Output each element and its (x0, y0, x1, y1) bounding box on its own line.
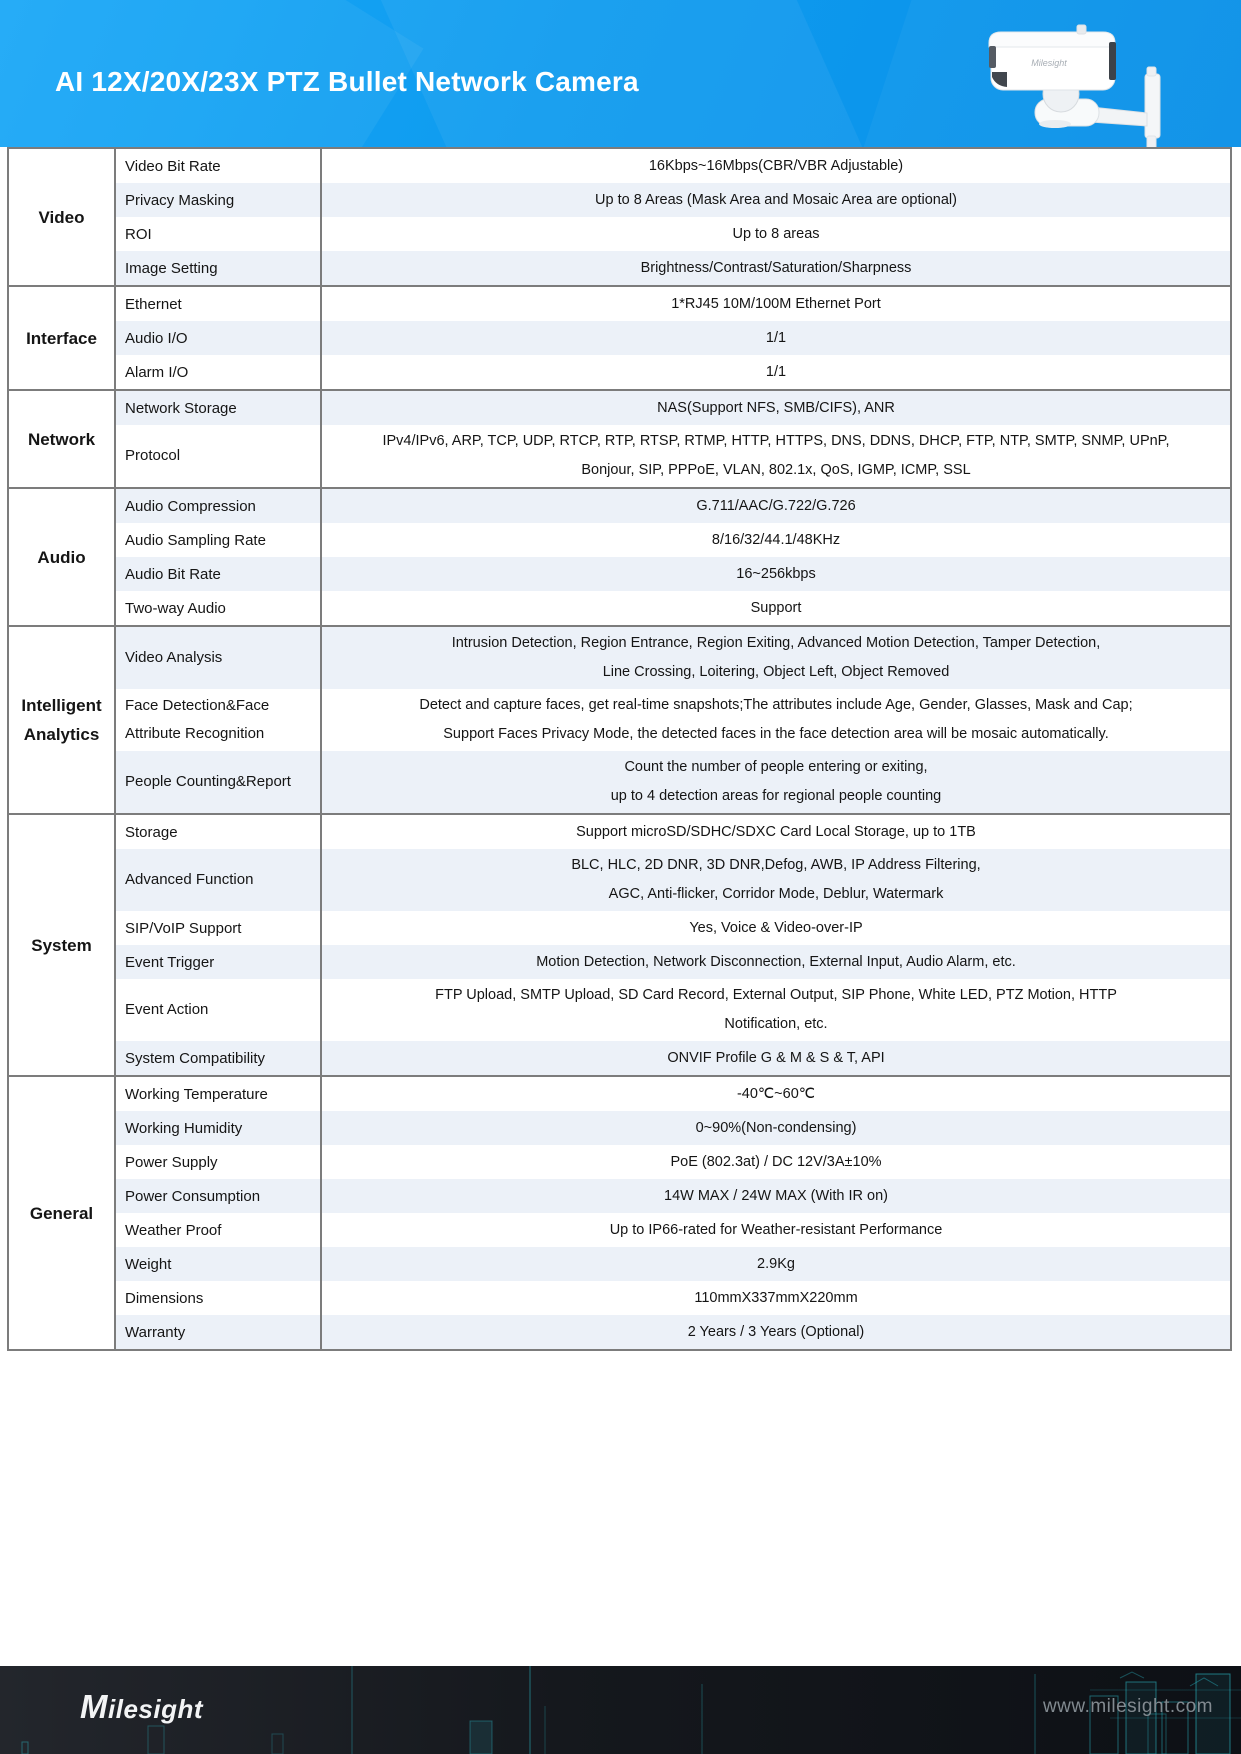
spec-value: Support (750, 599, 802, 616)
spec-row-system-compatibility (116, 1041, 1230, 1075)
spec-rows-system (116, 815, 1230, 1075)
spec-value: 0~90%(Non-condensing) (695, 1119, 857, 1136)
milesight-logo (80, 1688, 203, 1726)
spec-label: Advanced Function (116, 849, 322, 911)
spec-section-interface (9, 285, 1230, 389)
spec-label: Audio Compression (116, 489, 322, 523)
spec-section-general (9, 1075, 1230, 1349)
spec-section-audio (9, 487, 1230, 625)
spec-row-privacy-masking (116, 183, 1230, 217)
spec-row-people-counting-report (116, 751, 1230, 813)
spec-row-warranty (116, 1315, 1230, 1349)
spec-value: Count the number of people entering or exiting, up to 4 detection areas for regional people counting (610, 759, 942, 804)
spec-label: Power Consumption (116, 1179, 322, 1213)
spec-label: Image Setting (116, 251, 322, 285)
spec-label: Alarm I/O (116, 355, 322, 389)
spec-row-two-way-audio (116, 591, 1230, 625)
category-cell-intelligent-analytics: Intelligent Analytics (9, 627, 116, 813)
spec-row-power-consumption (116, 1179, 1230, 1213)
spec-label: Dimensions (116, 1281, 322, 1315)
spec-label: Weather Proof (116, 1213, 322, 1247)
spec-table (7, 147, 1232, 1351)
category-cell-system: System (9, 815, 116, 1075)
spec-value: FTP Upload, SMTP Upload, SD Card Record, External Output, SIP Phone, White LED, PTZ Motion, HTTP Notification, etc. (435, 987, 1117, 1032)
spec-label: Warranty (116, 1315, 322, 1349)
spec-row-storage (116, 815, 1230, 849)
spec-value: -40℃~60℃ (736, 1085, 816, 1102)
spec-label: Face Detection&Face Attribute Recognition (116, 689, 322, 751)
footer (0, 1666, 1241, 1754)
spec-row-audio-sampling-rate (116, 523, 1230, 557)
spec-value: Detect and capture faces, get real-time snapshots;The attributes include Age, Gender, Glasses, Mask and Cap; Support Faces Privacy Mode, the detected faces in the face detection area will be mosaic automatically. (419, 697, 1133, 742)
spec-value: Yes, Voice & Video-over-IP (689, 919, 863, 936)
category-cell-audio: Audio (9, 489, 116, 625)
spec-section-video (9, 149, 1230, 285)
spec-label: Event Action (116, 979, 322, 1041)
spec-row-video-analysis (116, 627, 1230, 689)
spec-label: Privacy Masking (116, 183, 322, 217)
spec-value: 2 Years / 3 Years (Optional) (687, 1323, 865, 1340)
spec-label: Event Trigger (116, 945, 322, 979)
spec-row-protocol (116, 425, 1230, 487)
spec-value: Support microSD/SDHC/SDXC Card Local Storage, up to 1TB (576, 823, 976, 840)
camera-body-logo: Milesight (1031, 58, 1067, 68)
spec-label: Storage (116, 815, 322, 849)
spec-row-audio-bit-rate (116, 557, 1230, 591)
spec-label: People Counting&Report (116, 751, 322, 813)
spec-value: Motion Detection, Network Disconnection, External Input, Audio Alarm, etc. (536, 953, 1016, 970)
spec-label: Power Supply (116, 1145, 322, 1179)
spec-label: Weight (116, 1247, 322, 1281)
spec-label: Two-way Audio (116, 591, 322, 625)
spec-label: Protocol (116, 425, 322, 487)
spec-rows-network (116, 391, 1230, 487)
spec-value: 1/1 (765, 329, 787, 346)
spec-value: 2.9Kg (757, 1255, 795, 1272)
spec-label: Network Storage (116, 391, 322, 425)
spec-value: G.711/AAC/G.722/G.726 (696, 497, 856, 514)
spec-section-network (9, 389, 1230, 487)
spec-row-weight (116, 1247, 1230, 1281)
spec-row-audio-compression (116, 489, 1230, 523)
spec-value: IPv4/IPv6, ARP, TCP, UDP, RTCP, RTP, RTSP, RTMP, HTTP, HTTPS, DNS, DDNS, DHCP, FTP, NTP, SMTP, SNMP, UPnP, Bonjour, SIP, PPPoE, VLAN, 802.1x, QoS, IGMP, ICMP, SSL (382, 433, 1170, 478)
spec-value: Up to 8 areas (732, 225, 820, 242)
spec-section-intelligent-analytics (9, 625, 1230, 813)
spec-value: 1*RJ45 10M/100M Ethernet Port (671, 295, 881, 312)
spec-value: BLC, HLC, 2D DNR, 3D DNR,Defog, AWB, IP Address Filtering, AGC, Anti-flicker, Corridor Mode, Deblur, Watermark (571, 857, 981, 902)
spec-value: NAS(Support NFS, SMB/CIFS), ANR (657, 399, 895, 416)
spec-value: ONVIF Profile G & M & S & T, API (667, 1049, 885, 1066)
spec-label: Ethernet (116, 287, 322, 321)
spec-row-alarm-i-o (116, 355, 1230, 389)
camera-illustration (985, 20, 1177, 156)
milesight-logo-text: ilesight (108, 1694, 204, 1724)
spec-value: 1/1 (765, 363, 787, 380)
ptz-bullet-camera-image (985, 20, 1177, 156)
spec-row-power-supply (116, 1145, 1230, 1179)
category-cell-video: Video (9, 149, 116, 285)
spec-row-roi (116, 217, 1230, 251)
spec-label: System Compatibility (116, 1041, 322, 1075)
spec-value: Up to 8 Areas (Mask Area and Mosaic Area are optional) (595, 191, 957, 208)
spec-label: ROI (116, 217, 322, 251)
spec-rows-video (116, 149, 1230, 285)
spec-row-working-temperature (116, 1077, 1230, 1111)
spec-label: Video Analysis (116, 627, 322, 689)
spec-label: Audio Bit Rate (116, 557, 322, 591)
spec-row-image-setting (116, 251, 1230, 285)
spec-value: 8/16/32/44.1/48KHz (711, 531, 841, 548)
spec-rows-general (116, 1077, 1230, 1349)
spec-value: 14W MAX / 24W MAX (With IR on) (664, 1187, 888, 1204)
spec-row-event-trigger (116, 945, 1230, 979)
spec-value: Brightness/Contrast/Saturation/Sharpness (640, 259, 912, 276)
spec-row-weather-proof (116, 1213, 1230, 1247)
spec-row-face-detection-face (116, 689, 1230, 751)
spec-value: 110mmX337mmX220mm (694, 1289, 858, 1306)
spec-row-working-humidity (116, 1111, 1230, 1145)
spec-value: Up to IP66-rated for Weather-resistant Performance (609, 1221, 943, 1238)
spec-rows-interface (116, 287, 1230, 389)
spec-label: Audio I/O (116, 321, 322, 355)
spec-label: Audio Sampling Rate (116, 523, 322, 557)
spec-label: Working Humidity (116, 1111, 322, 1145)
spec-section-system (9, 813, 1230, 1075)
spec-value: Intrusion Detection, Region Entrance, Region Exiting, Advanced Motion Detection, Tamper Detection, Line Crossing, Loitering, Object Left, Object Removed (451, 635, 1101, 680)
spec-value: PoE (802.3at) / DC 12V/3A±10% (670, 1153, 882, 1170)
spec-label: Video Bit Rate (116, 149, 322, 183)
category-cell-network: Network (9, 391, 116, 487)
category-cell-interface: Interface (9, 287, 116, 389)
spec-row-event-action (116, 979, 1230, 1041)
spec-label: Working Temperature (116, 1077, 322, 1111)
spec-rows-audio (116, 489, 1230, 625)
milesight-logo-m: M (80, 1688, 108, 1725)
footer-website: www.milesight.com (1042, 1696, 1213, 1717)
spec-row-dimensions (116, 1281, 1230, 1315)
spec-value: 16Kbps~16Mbps(CBR/VBR Adjustable) (648, 157, 904, 174)
spec-row-network-storage (116, 391, 1230, 425)
header-banner (0, 0, 1241, 147)
spec-value: 16~256kbps (736, 565, 816, 582)
spec-row-ethernet (116, 287, 1230, 321)
spec-row-advanced-function (116, 849, 1230, 911)
spec-label: SIP/VoIP Support (116, 911, 322, 945)
spec-row-audio-i-o (116, 321, 1230, 355)
page-title: AI 12X/20X/23X PTZ Bullet Network Camera (55, 66, 639, 97)
spec-row-sip-voip-support (116, 911, 1230, 945)
category-cell-general: General (9, 1077, 116, 1349)
spec-rows-intelligent-analytics (116, 627, 1230, 813)
spec-row-video-bit-rate (116, 149, 1230, 183)
